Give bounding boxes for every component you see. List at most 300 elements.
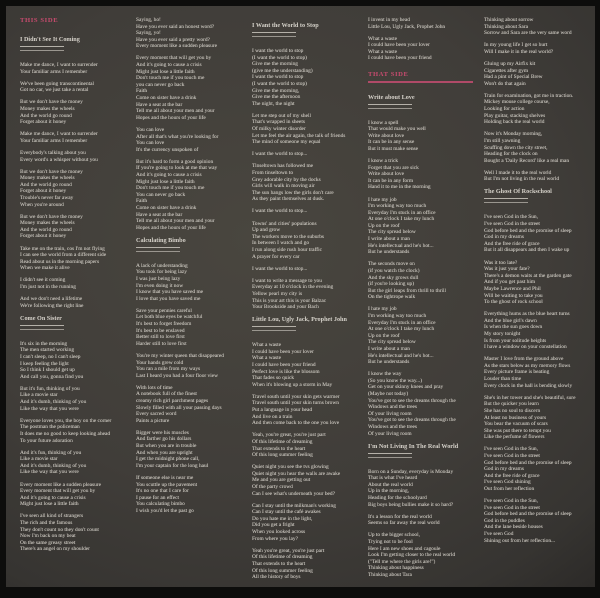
lyric-line: Was it too late? [484,259,518,266]
lyric-line: Yeah, you're great, you're just part [252,432,326,439]
lyric-stanza [484,498,589,544]
lyric-line: Faith [136,88,148,95]
lyric-stanza [20,246,125,272]
lyric-line: Here I am new shoes and cagoule [368,545,441,552]
lyric-line: Like the perfume of flowers [484,434,545,441]
lyric-line: And then come back to the one you love [252,420,340,427]
lyric-line: She's in her tower and she's beautiful, sure [484,394,576,401]
lyric-stanza [484,93,589,126]
lyric-line: Look I'm getting closer to the real world [368,552,456,559]
lyric-line: You ran a mile from my ways [136,366,201,373]
lyric-line: (I want the world to stop) [252,80,307,87]
lyric-line: Holding back the real world [484,119,545,126]
lyric-line: You bear the vacuum of scars [484,421,548,428]
lyric-line: Well I made it to the real world [484,169,552,176]
lyric-line: Come on sister have a drink [136,95,197,102]
lyric-line: She was put there to tempt you [484,427,551,434]
lyric-stanza [368,36,473,62]
lyric-line: Hopes and the hours of your life [136,224,206,231]
lyric-line: Forget about it honey [20,119,67,126]
lyric-line: I keep feeling the light [20,360,69,367]
lyric-line: I want the world to stop... [252,208,308,215]
lyric-line: Can I see what's underneath your bed? [252,490,335,497]
lyric-line: Give me the morning [252,61,298,68]
lyric-line: Tell me all about your men and your [136,218,215,225]
lyric-line: It's six in the morning [20,340,68,347]
lyric-stanza [484,311,589,351]
lyric-line: What a waste [368,35,398,42]
lyric-line: And when you are upright [136,449,193,456]
lyric-line: I'm working way too much [368,313,427,319]
lyric-line: Heading for the schoolyard [368,495,427,502]
lyric-line: God in the puddles [484,517,525,524]
lyric-line: That's wrapped in sheets [252,119,305,126]
lyric-line: And it's dumb, thinking of you [20,462,87,469]
lyric-line: I was just being lazy [136,276,181,282]
lyric-line: But it's hard to form a good opinion [136,158,214,165]
lyric-line: I could have been your lover [252,348,314,355]
lyric-line: And the world go round [20,226,72,233]
lyric-line: Can I stay until the café awakes [252,509,321,516]
lyric-line: Tinseltown has followed me [252,163,314,170]
lyric-line: But we don't have the money [20,99,83,106]
lyric-line: Let me step out of my shell [252,112,311,119]
song-title: I'm Not Living In The Real World [368,442,459,450]
song-title: I Want the World to Stop [252,22,319,29]
lyric-line: But it must make sense [368,145,419,152]
lyric-line: You can love [136,140,165,147]
lyric-stanza [252,548,357,581]
lyric-line: When it's blowing up a storm in May [252,381,333,388]
lyric-line: But he understands [368,359,410,366]
lyric-stanza [20,62,125,75]
lyric-line: But it all disappears and then I wake up [484,247,570,254]
lyric-line: Paints a picture [136,417,170,424]
lyric-line: From where you lay? [252,535,298,542]
lyric-stanza [368,371,473,437]
lyric-line: Travel south until your skin turns brown [252,400,339,407]
lyric-line: You scuttle up the pavement [136,481,198,488]
lyric-line: And the free ride of grace [484,240,540,247]
song-title: Come On Sister [20,314,62,322]
lyric-line: I know the way [368,371,402,378]
lyric-line: Make me dance, I want to surrender [20,62,98,68]
lyric-line: I could have been your lover [368,42,430,49]
lyric-line: Had a pint of Special Brew [484,74,543,81]
lyric-stanza [368,532,473,578]
lyric-line: You're my winter queen that disappeared [136,352,224,359]
lyric-line: It's the currency unspoken of [136,146,199,153]
lyric-line: Let me feel the air again, the talk of friends [252,132,346,139]
lyric-line: I wish you'd let the past go [136,507,194,514]
lyric-line: Got no car, we just take a rental [20,87,89,94]
lyric-line: Towns' and cities' populations [252,220,317,227]
lyric-line: Girls will walk in moving air [252,183,315,190]
lyric-line: Forget about it honey [20,233,67,240]
lyric-line: Save your pennies careful [136,307,192,314]
lyric-line: Get on your skinny knees and pray [368,384,444,391]
lyric-line: Will I make it in the real world? [484,48,554,55]
lyric-stanza [252,278,357,311]
lyric-line: The rich and the famous [20,519,73,526]
song-title: Write about Love [368,93,415,101]
lyric-line: Thinking about sorrow [484,17,534,23]
lyric-line: It's best to forget freedom [136,321,192,328]
lyric-line: Windows and the trees [368,404,418,411]
side-label: THIS SIDE [20,17,59,24]
lyric-line: We've been going transcontinental [20,80,95,87]
lyric-line: And it's fun, thinking of you [20,449,82,456]
lyric-stanza [484,214,589,254]
lyric-line: When we make it alive [20,265,70,272]
lyric-stanza [484,17,589,37]
lyric-line: That extends to the heart [252,560,306,567]
lyric-line: At least no business of yours [484,414,547,421]
lyric-stanza [368,261,473,301]
lyric-line: God in my dreams [484,466,524,473]
lyric-line: If someone else is near me [136,474,194,481]
lyric-line: He's intellectual and he's hot... [368,242,434,249]
lyric-stanza [368,514,473,527]
lyric-line: But we don't have the money [20,213,83,220]
lyric-line: In between I watch and go [252,240,310,247]
lyric-line: I'm your captain for the long haul [136,462,209,469]
lyric-line: I have a window on your constellation [484,344,567,351]
lyric-stanza [252,221,357,261]
song-title-rule [252,32,296,37]
lyric-line: Put a language in your head [252,407,313,414]
lyric-line: Thinking about Tara [368,572,412,578]
lyric-line: The city spread below [368,229,416,236]
lyric-line: (if you watch the clock) [368,267,420,274]
lyric-stanza [484,395,589,441]
song-title: Calculating Bimbo [136,236,186,244]
lyric-line: I want to write a message to you [252,277,322,284]
lyric-line: Everything hums as the blue heart turns [484,311,570,318]
lyric-line: Of the party crowd [252,483,293,490]
lyrics-column [136,17,241,586]
lyric-stanza [20,341,125,381]
lyric-stanza [20,418,125,444]
lyric-line: I get the midnight phone call, [136,456,200,463]
lyric-line: Every moment like a sudden pleasure [136,43,217,50]
lyric-line: I want the world to stop... [252,151,308,158]
lyric-line: Big boys being bullies make it so hard? [368,501,454,508]
lyric-line: I'm even doing it now [136,282,184,289]
lyric-line: Write about love [368,171,405,178]
lyric-stanza [136,55,241,121]
lyric-line: Faith [136,198,148,205]
lyric-line: (I want the world to stop) [252,54,307,61]
lyric-line: I've seen God in the Sun, [484,498,538,505]
lyric-line: Perfect love is like the blossom [252,368,320,375]
lyric-line: As they paint themselves at dusk. [252,196,325,203]
lyric-line: Bought a 'Daily Record' like a real man [484,157,570,164]
lyric-line: Have you ever said a pretty word? [136,36,210,43]
lyric-line: A lack of understanding [136,262,188,269]
lyric-stanza [484,61,589,87]
lyric-line: Thinking about happiness [368,565,424,572]
lyric-line: Quiet night you see the tvs glowing [252,464,329,471]
song-title-rule [20,325,64,330]
lyric-stanza [136,353,241,379]
lyric-line: So I think I should get up [20,367,75,374]
lyric-line: You calculating bimbo [136,501,185,508]
lyric-line: Bigger were his muscles [136,429,189,436]
lyric-line: What a waste [368,48,398,55]
lyric-line: Of milky winter disorder [252,126,306,133]
lyric-stanza [136,430,241,470]
lyric-line: You can never go back [136,191,186,198]
lyric-line: And call you, gonna find you [20,373,84,380]
lyric-line: I can't sleep, no I can't sleep [20,354,81,360]
lyric-stanza [252,342,357,388]
lyric-line: I pause for an effect [136,494,180,501]
lyric-stanza [20,277,125,290]
lyric-line: Might just lose a little faith [136,178,195,185]
lyric-line: Let both blue eyes be watchful [136,314,203,321]
side-rule [368,81,473,83]
lyric-line: Of this long summer feeling [252,567,313,574]
lyric-stanza [20,131,125,144]
lyric-line: At one o'clock I take my lunch [368,326,435,333]
lyric-line: The workers move to the suburbs [252,233,325,240]
lyric-line: Trouble's never far away [20,195,74,201]
lyric-line: Everyday I'm stuck in an office [368,209,436,216]
lyric-stanza [20,214,125,240]
song-title: Little Lou, Ugly Jack, Prophet John [252,316,347,324]
lyric-line: I invent in my head [368,17,410,23]
lyric-line: At one o'clock I take my lunch [368,216,435,223]
lyric-line: If you're going to look at me that way [136,165,218,172]
lyric-line: Born on a Sunday, everyday is Monday [368,468,454,475]
lyric-line: Tell me all about your men and your [136,108,215,115]
lyric-stanza [252,48,357,107]
lyric-line: Sorrow and Sara are the very same word [484,30,572,37]
lyric-line: I've seen God shining [484,479,531,486]
lyric-line: The men started working [20,347,75,354]
lyric-line: I know that you have saved me [136,289,204,296]
lyric-line: Of this lifetime of dreaming [252,438,313,445]
lyric-line: Maybe Lawrence and Phil [484,285,541,292]
lyric-line: I've seen all kind of strangers [20,513,84,520]
lyric-line: It's best to be enslaved [136,327,185,334]
lyric-line: Every sacred word [136,411,177,418]
lyric-line: It can be in any sense [368,139,415,146]
lyric-line: And the lane beside houses [484,524,543,531]
lyric-line: And live on a train [252,413,293,420]
lyric-line: There's a demon waits at the garden gate [484,272,572,279]
lyric-stanza [20,99,125,125]
lyric-line: It's no one that I care for [136,488,189,495]
lyric-line: But he understands [368,249,410,256]
lyric-line: But the quicker you learn [484,401,539,408]
lyric-line: Forget about it honey [20,188,67,195]
lyric-line: I know a trick [368,158,399,165]
lyric-line: But it's fun, thinking of you [20,385,80,392]
lyric-line: Like the way that you were [20,405,79,412]
lyric-line: Money makes the wheels [20,220,75,227]
lyric-line: Of this long summer feeling [252,452,313,459]
lyric-line: Like the way that you were [20,469,79,476]
lyric-line: Might just lose a little faith [136,68,195,75]
lyric-line: But we don't have the money [20,168,83,175]
lyric-line: Come on sister have a drink [136,204,197,211]
lyric-stanza [252,113,357,146]
lyric-line: What a waste [252,355,282,362]
lyric-line: And the world go round [20,181,72,188]
song-title-rule [136,247,180,252]
lyric-line: Every clock in the hall is bending slowly [484,382,573,389]
lyric-line: The postman the policeman [20,424,80,431]
lyric-line: Grey adorable city by the docks [252,176,321,183]
lyric-line: Looking for action [484,106,525,113]
song-title-rule [484,198,528,203]
song-title-rule [20,46,64,51]
lyric-line: I write about a man [368,236,410,243]
lyric-line: Train for examination, got me in traction. [484,92,574,99]
lyric-line: The night, the night [252,100,295,107]
lyric-line: And we don't need a lifetime [20,296,83,303]
lyric-line: Have you ever said an honest word? [136,23,215,30]
lyric-line: Better still to love first [136,334,185,341]
lyric-line: And farther go his dollars [136,436,192,443]
lyric-line: Will be waiting to take you [484,292,543,299]
lyric-line: Yeah you're great, you're just part [252,547,325,554]
side-label: THAT SIDE [368,71,409,79]
lyric-stanza [368,120,473,153]
lyric-line: Trying not to be fool [368,539,413,546]
lyric-line: This is your art this is your Balzac [252,297,327,304]
lyric-line: All the history of boys [252,574,301,581]
lyric-line: The seconds move on [368,261,415,268]
lyric-stanza [252,432,357,458]
lyric-line: God before bed and the promise of sleep [484,459,572,466]
lyric-line: Seems so far away the real world [368,520,440,527]
lyric-stanza [136,308,241,348]
lyric-line: That would make you well [368,126,426,133]
lyric-line: I could have been your friend [368,55,432,62]
lyric-line: God in my dreams [484,234,524,241]
lyric-line: They don't count no they don't count [20,526,99,533]
lyric-line: Gluing up my Airfix kit [484,60,536,67]
lyric-line: I've seen God [484,531,514,537]
lyric-line: I didn't see it coming [20,277,66,284]
lyric-line: you can never go back [136,81,185,88]
lyric-stanza [136,385,241,425]
lyric-line: I hate my job [368,196,397,203]
lyric-line: Harder still to love first [136,340,187,347]
song-title-rule [252,326,296,331]
album-lyric-sleeve [6,6,595,587]
lyric-line: Have a seat at the bar [136,211,183,218]
lyric-line: I can see the world from a different side [20,252,107,259]
lyric-stanza [20,81,125,94]
lyric-line: And the world go round [20,112,72,119]
lyric-line: In my young life I get so hurt [484,42,548,49]
lyric-line: After all that's what you're looking for [136,133,219,140]
lyric-line: Last I heard you had a four floor view [136,372,219,379]
lyrics-columns-container [6,6,595,586]
lyric-line: Of your living room [368,430,412,437]
lyric-line: Of your living room [368,410,412,417]
lyric-line: But I'm not living in the real world [484,176,560,183]
lyric-line: As the stars below as my memory flows [484,362,571,369]
lyric-line: On the tightrope walk [368,294,416,301]
lyric-line: Forget that you are sick [368,164,419,171]
lyric-line: I write about a man [368,345,410,352]
lyric-stanza [20,513,125,553]
lyric-stanza [20,150,125,163]
lyric-line: And if you get past him [484,279,536,286]
lyric-line: Every moment that will get you by [136,55,212,62]
lyric-line: To the ghost of rock school [484,299,543,306]
lyric-line: I love that you have saved me [136,295,201,302]
lyric-line: Cigarettes after gym [484,67,529,74]
lyric-line: I want the world to stop [252,48,304,54]
lyric-line: But the girl leaps from thrill to thrill [368,287,447,294]
lyric-line: What a waste [252,342,282,349]
lyric-line: Up on the roof [368,222,400,229]
lyric-stanza [484,356,589,389]
lyric-stanza [252,208,357,215]
lyric-line: Can I stay until the milkman's working [252,502,336,509]
lyric-line: I want the world to stop... [252,265,308,272]
lyric-stanza [484,260,589,306]
lyric-line: You can love [136,126,165,133]
lyric-line: With lots of time [136,384,173,391]
lyric-line: Slowly filled with all your passing days [136,404,222,411]
lyric-line: Up on the roof [368,332,400,339]
lyric-line: I want the world to stop [252,74,304,81]
lyric-line: About the real world [368,481,413,488]
lyric-line: I'm working way too much [368,203,427,210]
lyrics-column [484,17,589,586]
lyric-line: Master I love from the ground above [484,356,564,363]
lyric-line: Me and you are getting out [252,477,311,484]
lyric-stanza [252,163,357,203]
lyric-line: I've seen God in the street [484,452,540,459]
lyric-stanza [136,127,241,153]
lyric-stanza [368,306,473,365]
lyric-line: Everyday at 10 o'clock in the evening [252,284,334,291]
lyric-line: And the sky grows dull [368,274,419,281]
lyric-line: Little Lou, Ugly Jack, Prophet John [368,23,446,30]
lyric-line: Read about us in the morning papers [20,258,100,265]
lyric-stanza [20,386,125,412]
lyrics-column [20,17,125,586]
lyric-line: Your Brookside and your Bach [252,304,319,311]
lyric-line: Did you get a fright [252,522,295,529]
lyric-line: creamy rich girl parchment pages [136,398,209,404]
lyric-line: To your future adoration [20,437,73,444]
lyric-line: Was it just your fate? [484,266,530,273]
lyric-line: Hand it to me in the morning [368,184,431,191]
lyric-line: There's an angel on my shoulder [20,546,90,553]
lyric-line: (if you're looking up) [368,281,415,288]
lyric-line: Every moment that will get you by [20,488,96,495]
lyric-line: That extends to the heart [252,445,306,452]
lyric-line: And it's going to cause a crisis [136,62,202,69]
lyric-line: Travel south until your skin gets warmer [252,393,340,400]
lyric-stanza [368,158,473,191]
lyric-line: When you're around [20,201,64,208]
lyric-stanza [368,469,473,509]
lyric-stanza [484,42,589,55]
lyric-line: Your hands grew cold [136,359,184,366]
lyrics-column [368,17,473,586]
lyric-line: You took for being lazy [136,269,187,276]
